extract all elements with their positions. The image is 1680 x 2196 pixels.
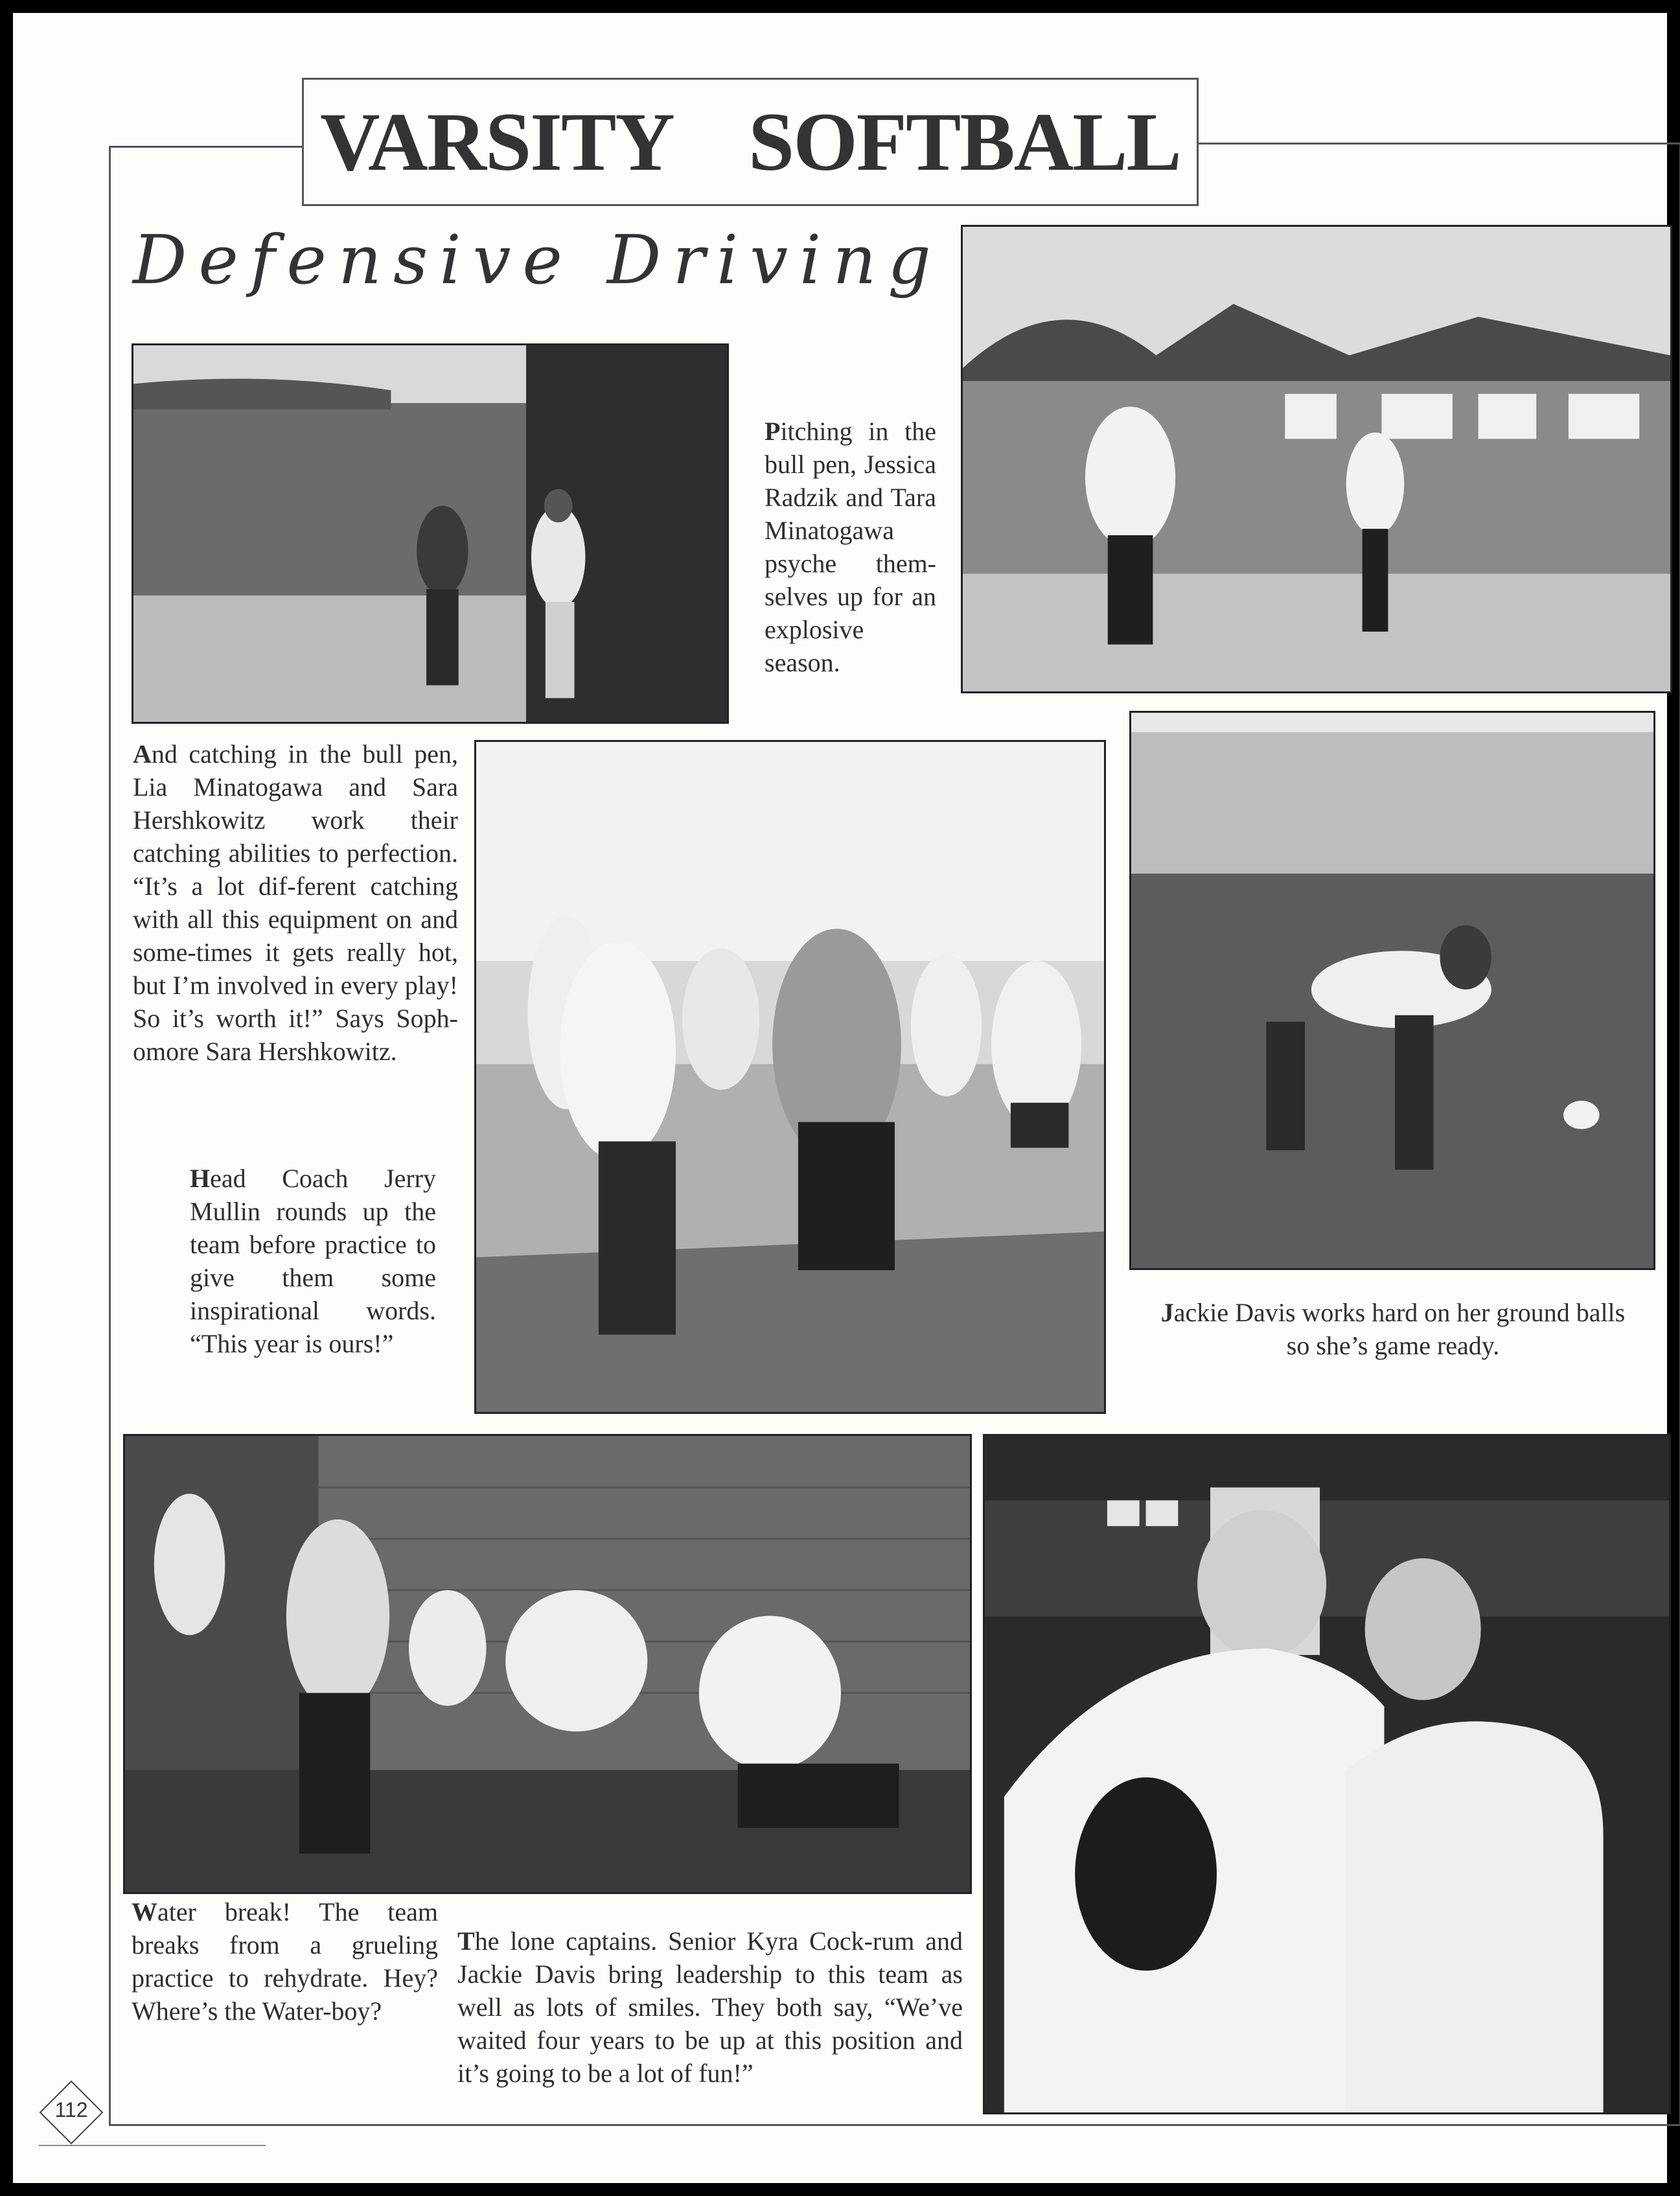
caption-ground-balls — [1150, 1296, 1636, 1362]
frame-rule — [109, 2124, 1680, 2126]
caption-dropcap: T — [457, 1926, 475, 1956]
title-box — [302, 78, 1199, 206]
caption-coach — [190, 1162, 436, 1360]
frame-rule — [109, 146, 302, 148]
photo-bullpen-pitchers — [961, 225, 1672, 693]
caption-dropcap: H — [190, 1164, 211, 1193]
photo-catchers-batting-cage-icon — [133, 345, 727, 722]
caption-text: nd catching in the bull pen, Lia Minatogawa and Sara Hershkowitz work their catching abilities to perfection. “It’s a lot dif-ferent catching with all this equipment on and some-times it gets really hot, but I’m involved in every play! So it’s worth it!” Says Soph-omore Sara Hershkowitz. — [133, 739, 458, 1066]
photo-pitchers-fence-icon — [963, 227, 1670, 691]
page-subtitle: Defensive Driving — [133, 220, 943, 299]
frame-rule — [109, 146, 111, 2125]
caption-catching — [133, 737, 458, 1068]
photo-ground-ball — [1129, 711, 1655, 1270]
photo-water-break — [123, 1434, 972, 1894]
caption-dropcap: W — [132, 1897, 157, 1926]
caption-dropcap: J — [1160, 1298, 1174, 1327]
caption-text: ater break! The team breaks from a grueling practice to rehydrate. Hey? Where’s the Water-boy? — [132, 1897, 438, 2026]
photo-captains — [983, 1434, 1671, 2114]
caption-pitching — [765, 415, 936, 679]
photo-dugout-icon — [125, 1436, 970, 1892]
photo-two-captains-icon — [985, 1436, 1669, 2112]
caption-dropcap: A — [133, 739, 152, 769]
photo-bullpen-catchers — [132, 343, 729, 724]
caption-text: ackie Davis works hard on her ground balls so she’s game ready. — [1173, 1298, 1626, 1360]
frame-rule — [1199, 143, 1680, 144]
folio-rule — [39, 2145, 266, 2146]
caption-text: itching in the bull pen, Jessica Radzik and Tara Minatogawa psyche them-selves up for an explosive season. — [765, 417, 936, 677]
photo-fielder-grass-icon — [1131, 713, 1653, 1268]
page-title: VARSITY SOFTBALL — [320, 95, 1180, 188]
photo-coach-team-icon — [476, 742, 1104, 1412]
photo-team-huddle — [474, 740, 1106, 1414]
caption-water-break — [132, 1895, 438, 2028]
page-number: 112 — [54, 2098, 88, 2121]
caption-text: ead Coach Jerry Mullin rounds up the team before practice to give them some inspirational words. “This year is ours!” — [190, 1164, 436, 1358]
caption-captains — [457, 1924, 963, 2090]
caption-dropcap: P — [765, 417, 781, 446]
caption-text: he lone captains. Senior Kyra Cock-rum and Jackie Davis bring leadership to this team as well as lots of smiles. They both say, “We’ve waited four years to be up at this position and it’s going to be a lot of fun!” — [457, 1926, 963, 2088]
